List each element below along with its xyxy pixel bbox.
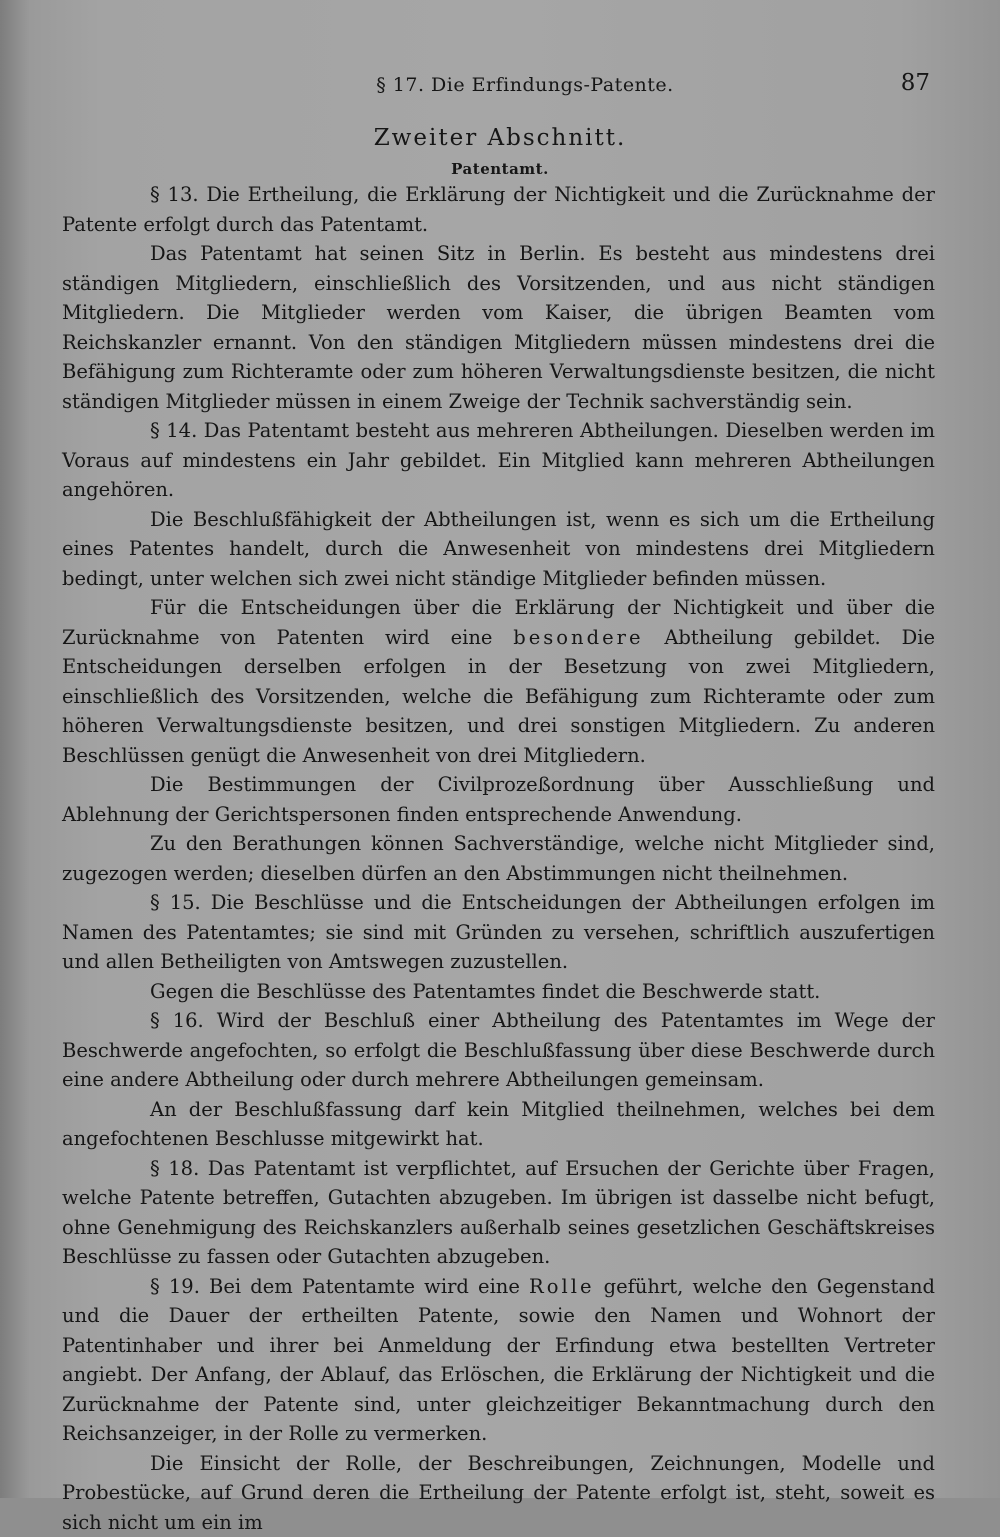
emphasized-word: Rolle [529, 1275, 594, 1298]
paragraph-16: § 16. Wird der Beschluß einer Abtheilung des Patentamtes im Wege der Beschwerde angefochten, so erfolgt die Beschlußfassung über diese Beschwerde durch eine andere Abtheilung oder durch mehrere Abtheilungen gemeinsam. [62, 1006, 935, 1095]
paragraph-entscheidungen [62, 593, 935, 770]
running-head-title: § 17. Die Erfindungs-Patente. [345, 74, 705, 96]
running-head [0, 70, 1000, 100]
paragraph-19 [62, 1272, 935, 1449]
paragraph-patentamt-sitz: Das Patentamt hat seinen Sitz in Berlin. Es besteht aus mindestens drei ständigen Mitgliedern, einschließlich des Vorsitzenden, und aus nicht ständigen Mitgliedern. Die Mitglieder werden vom Kaiser, die übrigen Beamten vom Reichskanzler ernannt. Von den ständigen Mitgliedern müssen mindestens drei die Befähigung zum Richteramte oder zum höheren Verwaltungsdienste besitzen, die nicht ständigen Mitglieder müssen in einem Zweige der Technik sachverständig sein. [62, 239, 935, 416]
text-fragment: § 19. Bei dem Patentamte wird eine [150, 1275, 529, 1298]
paragraph-civilprozess: Die Bestimmungen der Civilprozeßordnung über Ausschließung und Ablehnung der Gerichtspersonen finden entsprechende Anwendung. [62, 770, 935, 829]
text-fragment: Abtheilung gebildet. Die Entscheidungen derselben erfolgen in der Besetzung von zwei Mitgliedern, einschließlich des Vorsitzenden, welche die Befähigung zum Richteramte oder zum höheren Verwaltungsdienste besitzen, und drei sonstigen Mitgliedern. Zu anderen Beschlüssen genügt die Anwesenheit von drei Mitgliedern. [62, 626, 935, 767]
paragraph-sachverstaendige: Zu den Berathungen können Sachverständige, welche nicht Mitglieder sind, zugezogen werden; dieselben dürfen an den Abstimmungen nicht theilnehmen. [62, 829, 935, 888]
text-fragment: geführt, welche den Gegenstand und die Dauer der ertheilten Patente, sowie den Namen und Wohnort der Patentinhaber und ihrer bei Anmeldung der Erfindung etwa bestellten Vertreter angiebt. Der Anfang, der Ablauf, das Erlöschen, die Erklärung der Nichtigkeit und die Zurücknahme der Patente sind, unter gleichzeitiger Bekanntmachung durch den Reichsanzeiger, in der Rolle zu vermerken. [62, 1275, 935, 1446]
section-subheading: Patentamt. [60, 160, 940, 178]
paragraph-einsicht: Die Einsicht der Rolle, der Beschreibungen, Zeichnungen, Modelle und Probestücke, auf Grund deren die Ertheilung der Patente erfolgt ist, steht, soweit es sich nicht um ein im [62, 1449, 935, 1537]
paragraph-13: § 13. Die Ertheilung, die Erklärung der Nichtigkeit und die Zurücknahme der Patente erfolgt durch das Patentamt. [62, 180, 935, 239]
paragraph-beschlussfaehigkeit: Die Beschlußfähigkeit der Abtheilungen ist, wenn es sich um die Ertheilung eines Patentes handelt, durch die Anwesenheit von mindestens drei Mitgliedern bedingt, unter welchen sich zwei nicht ständige Mitglieder befinden müssen. [62, 505, 935, 594]
paragraph-15: § 15. Die Beschlüsse und die Entscheidungen der Abtheilungen erfolgen im Namen des Patentamtes; sie sind mit Gründen zu versehen, schriftlich auszufertigen und allen Betheiligten von Amtswegen zuzustellen. [62, 888, 935, 977]
paragraph-18: § 18. Das Patentamt ist verpflichtet, auf Ersuchen der Gerichte über Fragen, welche Patente betreffen, Gutachten abzugeben. Im übrigen ist dasselbe nicht befugt, ohne Genehmigung des Reichskanzlers außerhalb seines gesetzlichen Geschäftskreises Beschlüsse zu fassen oder Gutachten abzugeben. [62, 1154, 935, 1272]
page-number: 87 [880, 70, 930, 96]
emphasized-word: besondere [513, 626, 643, 649]
paragraph-14: § 14. Das Patentamt besteht aus mehreren Abtheilungen. Dieselben werden im Voraus auf mindestens ein Jahr gebildet. Ein Mitglied kann mehreren Abtheilungen angehören. [62, 416, 935, 505]
body-text [62, 180, 935, 1537]
paragraph-beschwerde: Gegen die Beschlüsse des Patentamtes findet die Beschwerde statt. [62, 977, 935, 1007]
section-heading: Zweiter Abschnitt. [60, 125, 940, 151]
paragraph-beschlussfassung: An der Beschlußfassung darf kein Mitglied theilnehmen, welches bei dem angefochtenen Beschlusse mitgewirkt hat. [62, 1095, 935, 1154]
text-fragment: Für die Entscheidungen über die Erklärung der Nichtigkeit und über die Zurücknahme von Patenten wird eine [62, 596, 935, 649]
